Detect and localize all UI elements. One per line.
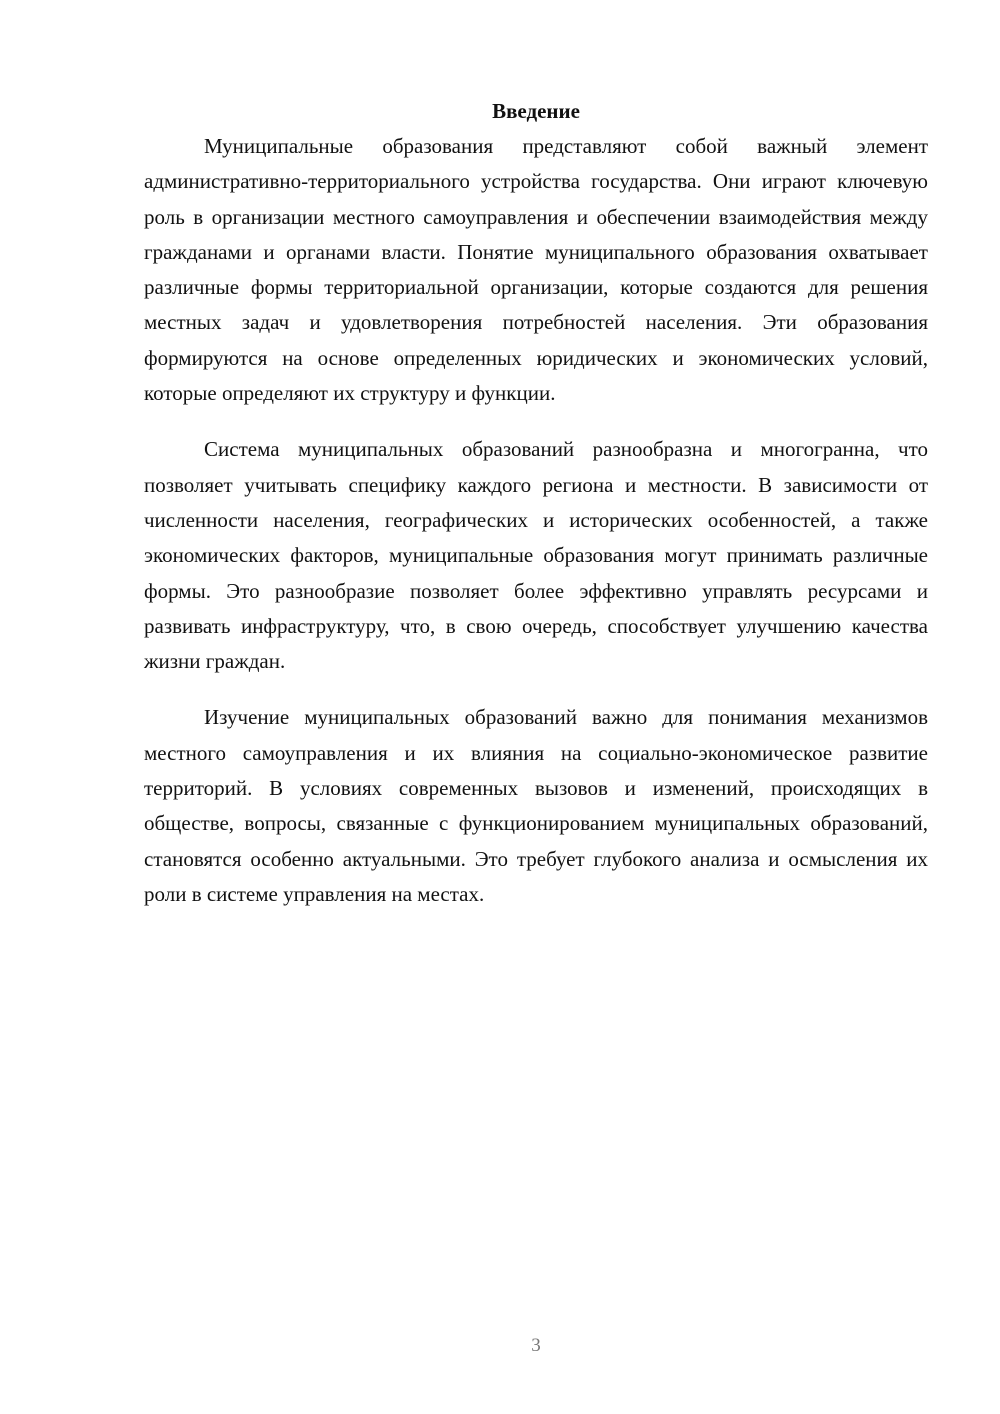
section-title: Введение (492, 99, 580, 123)
paragraph-2: Система муниципальных образований разнообразна и многогранна, что позволяет учитывать специфику каждого региона и местности. В зависимости от численности населения, географических и исторических особенностей, а также экономических факторов, муниципальные образования могут принимать различные формы. Это разнообразие позволяет более эффективно управлять ресурсами и развивать инфраструктуру, что, в свою очередь, способствует улучшению качества жизни граждан. (144, 437, 928, 674)
page-number: 3 (531, 1335, 541, 1356)
paragraph-3: Изучение муниципальных образований важно для понимания механизмов местного самоуправления и их влияния на социально-экономическое развитие территорий. В условиях современных вызовов и изменений, происходящих в обществе, вопросы, связанные с функционированием муниципальных образований, становятся особенно актуальными. Это требует глубокого анализа и осмысления их роли в системе управления на местах. (144, 705, 928, 906)
paragraph-1: Муниципальные образования представляют собой важный элемент административно-территориального устройства государства. Они играют ключевую роль в организации местного самоуправления и обеспечении взаимодействия между гражданами и органами власти. Понятие муниципального образования охватывает различные формы территориальной организации, которые создаются для решения местных задач и удовлетворения потребностей населения. Эти образования формируются на основе определенных юридических и экономических условий, которые определяют их структуру и функции. (144, 134, 928, 406)
page-content (144, 96, 928, 933)
